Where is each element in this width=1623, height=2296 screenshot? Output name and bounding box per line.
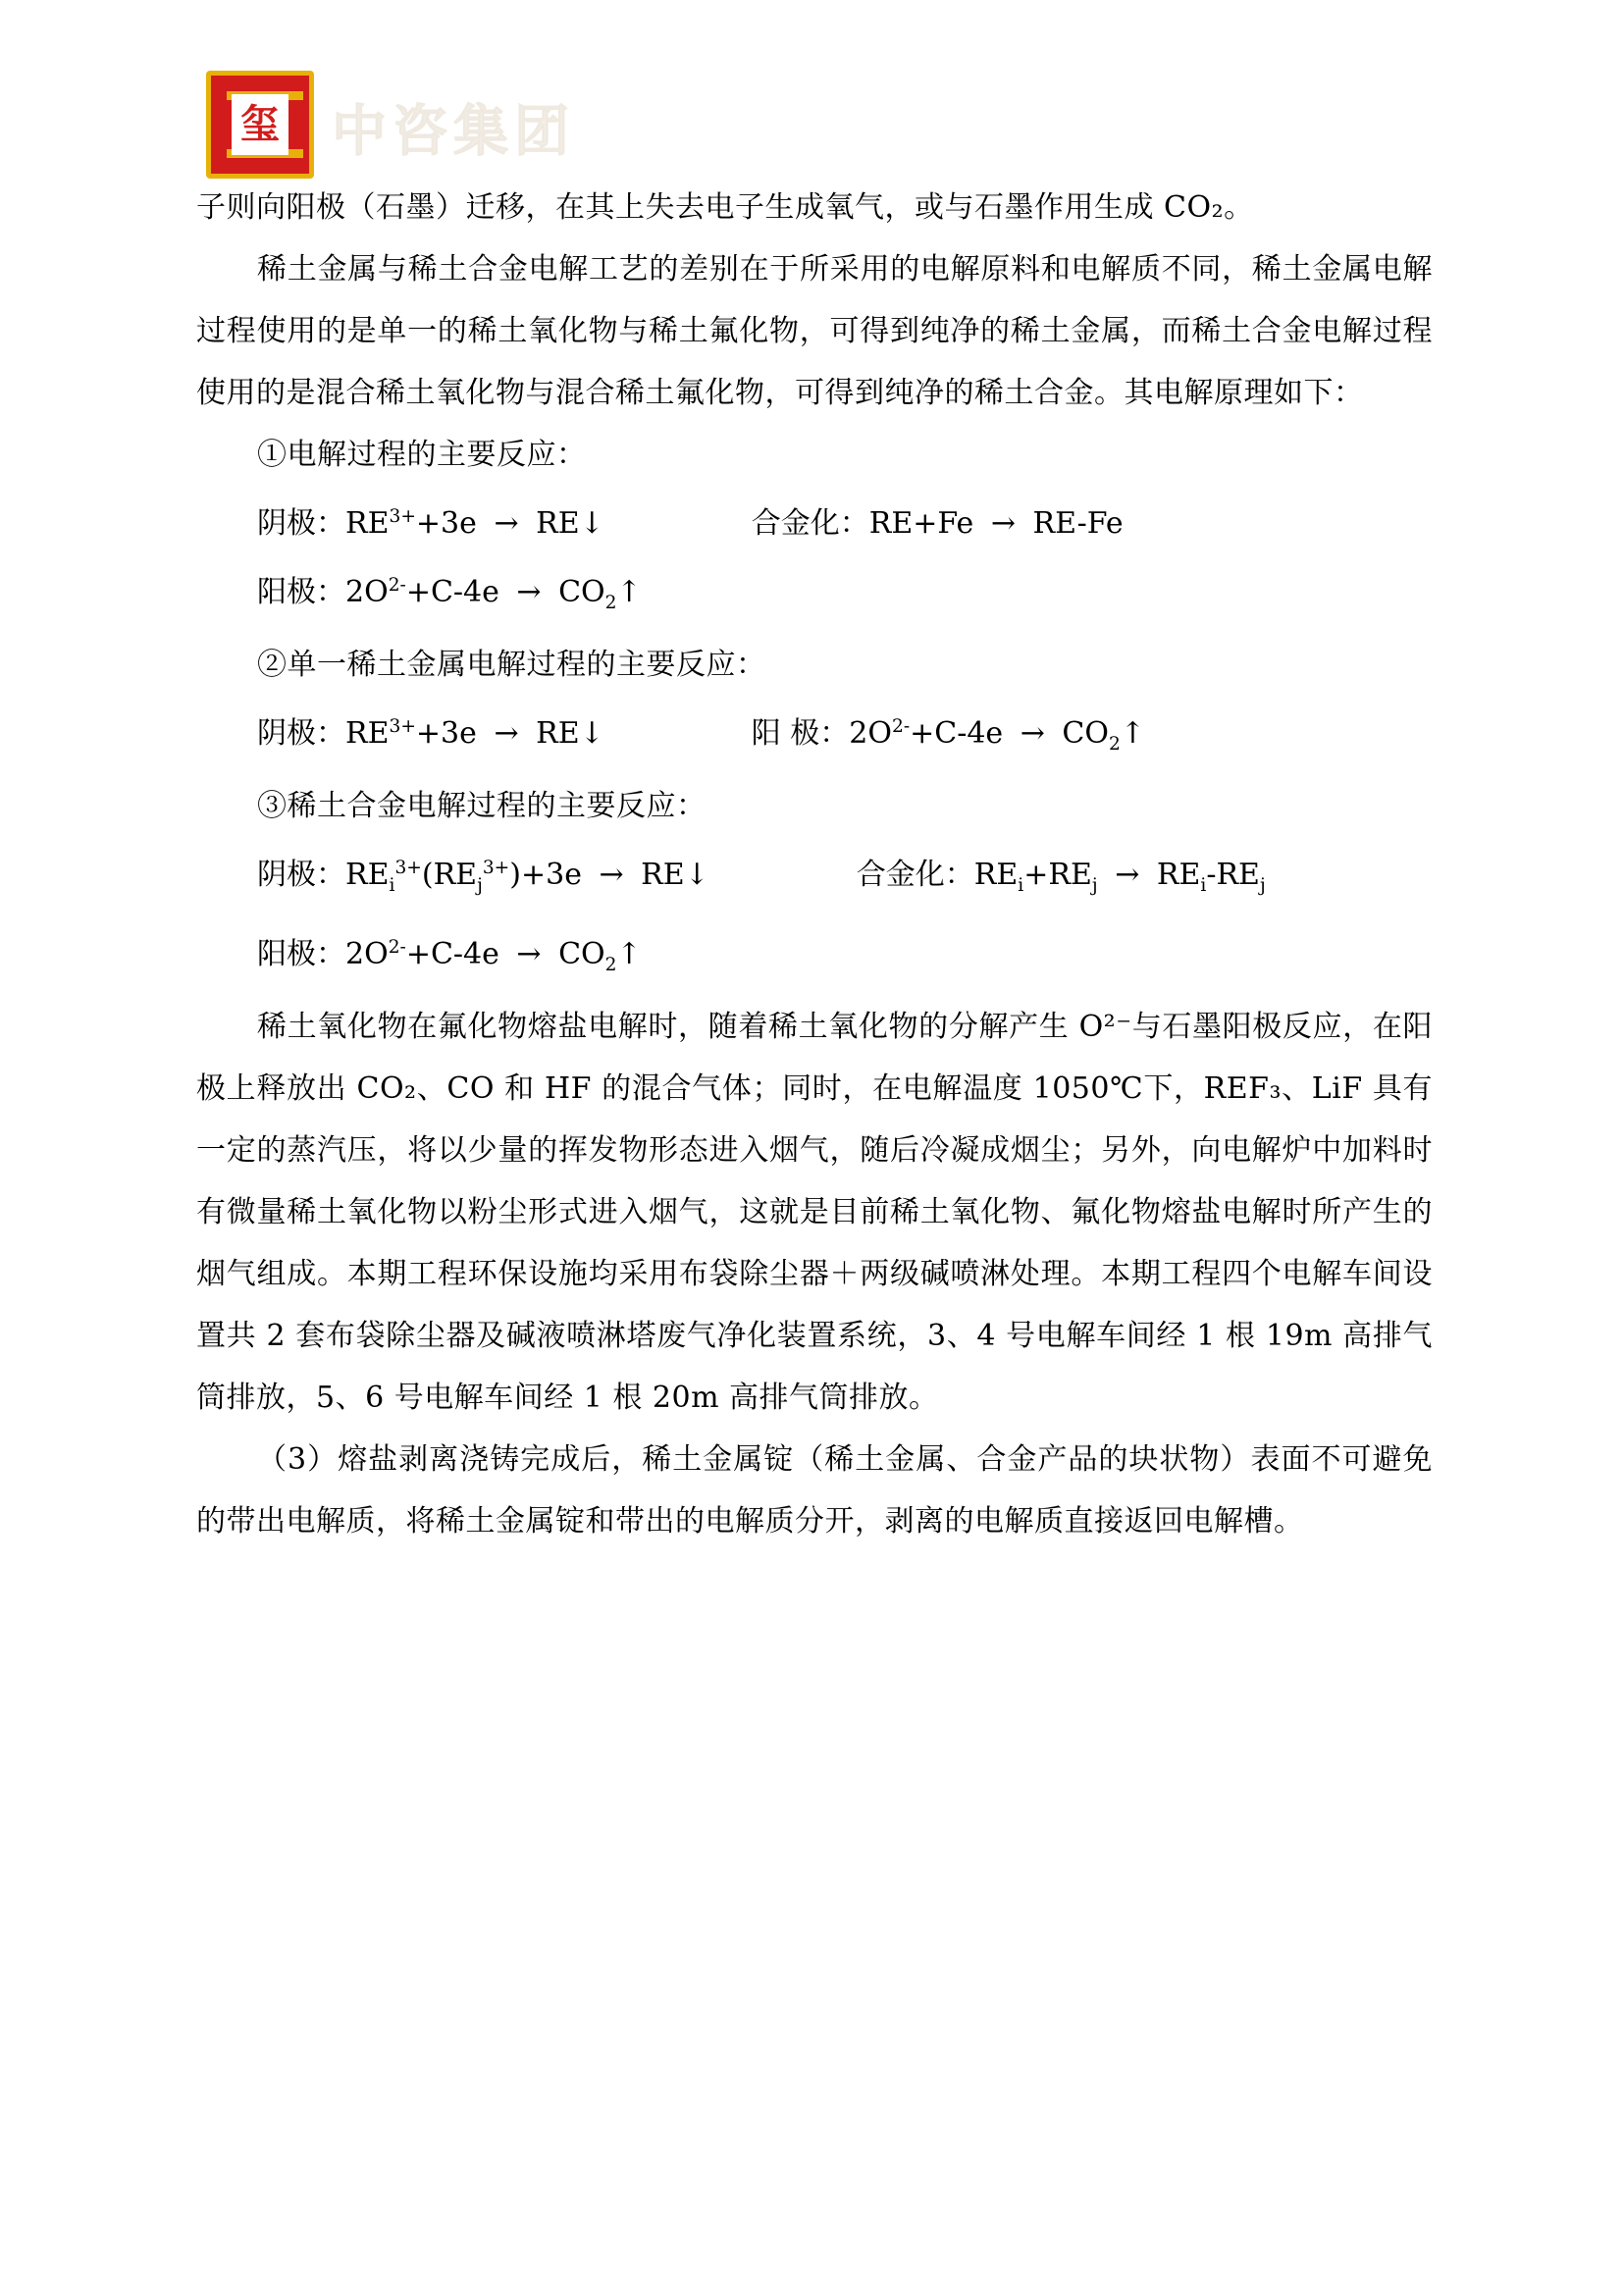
section-1-heading: ①电解过程的主要反应： (257, 438, 587, 472)
formula-alloying-1: RE+Fe → RE-Fe (868, 506, 1124, 541)
company-wordmark: 中咨集团 (332, 100, 575, 164)
paragraph-item-3: （3）熔盐剥离浇铸完成后，稀土金属锭（稀土金属、合金产品的块状物）表面不可避免的带出电解质，将稀土金属锭和带出的电解质分开，剥离的电解质直接返回电解槽。 (196, 1442, 1433, 1539)
section-2-heading: ②单一稀土金属电解过程的主要反应： (257, 648, 766, 682)
formula-label-alloying-3: 合金化： (856, 858, 974, 892)
formula-cathode-3: $RE_i^{3+}(RE_j^{3+})+3e$ → RE↓ (345, 858, 709, 896)
paragraph-continued: 子则向阳极（石墨）迁移，在其上失去电子生成氧气，或与石墨作用生成 CO₂。 (196, 190, 1254, 225)
formula-anode-3: $2O^{2-}+C-4e$ → $CO_2↑$ (345, 937, 642, 975)
formula-line-3-2 (196, 916, 1433, 996)
formula-alloying-3: $RE_i+RE_j \to RE_i-RE_j$ (973, 858, 1266, 896)
formula-label-cathode-3: 阴极： (257, 858, 345, 892)
formula-anode-1: $2O^{2-}+C-4e$ → $CO_2↑$ (345, 575, 642, 613)
formula-line-1-2 (196, 554, 1433, 634)
formula-cathode-2: $RE^{3+}+3e$ → RE↓ (345, 716, 604, 751)
formula-line-2-1 (196, 696, 1433, 775)
paragraph-electrolysis-difference: 稀土金属与稀土合金电解工艺的差别在于所采用的电解原料和电解质不同，稀土金属电解过程使用的是单一的稀土氧化物与稀土氟化物，可得到纯净的稀土金属，而稀土合金电解过程使用的是混合稀土氧化物与混合稀土氟化物，可得到纯净的稀土合金。其电解原理如下： (196, 252, 1433, 410)
formula-anode-2: $2O^{2-}+C-4e$ → $CO_2↑$ (849, 716, 1145, 755)
formula-cathode-1: $RE^{3+}+3e$ → RE↓ (345, 506, 604, 541)
formula-label-anode-3: 阳极： (257, 937, 345, 971)
page-content (196, 59, 1433, 1552)
formula-label-cathode: 阴极： (257, 506, 345, 541)
formula-label-anode-2: 阳 极： (751, 716, 850, 751)
formula-line-1-1 (196, 486, 1433, 554)
seal-character: 玺 (232, 94, 288, 155)
document-header (196, 59, 1433, 177)
paragraph-flue-gas: 稀土氧化物在氟化物熔盐电解时，随着稀土氧化物的分解产生 O²⁻与石墨阳极反应，在阳极上释放出 CO₂、CO 和 HF 的混合气体；同时，在电解温度 1050℃下，REF₃、LiF 具有一定的蒸汽压，将以少量的挥发物形态进入烟气，随后冷凝成烟尘；另外，向电解炉中加料时有微量稀土氧化物以粉尘形式进入烟气，这就是目前稀土氧化物、氟化物熔盐电解时所产生的烟气组成。本期工程环保设施均采用布袋除尘器＋两级碱喷淋处理。本期工程四个电解车间设置共 2 套布袋除尘器及碱液喷淋塔废气净化装置系统，3、4 号电解车间经 1 根 19m 高排气筒排放，5、6 号电解车间经 1 根 20m 高排气筒排放。 (196, 1010, 1433, 1415)
section-3-heading: ③稀土合金电解过程的主要反应： (257, 789, 707, 823)
company-seal-icon (206, 71, 314, 179)
formula-label-anode: 阳极： (257, 575, 345, 609)
formula-line-3-1 (196, 837, 1433, 916)
formula-label-alloying: 合金化： (751, 506, 869, 541)
formula-label-cathode-2: 阴极： (257, 716, 345, 751)
